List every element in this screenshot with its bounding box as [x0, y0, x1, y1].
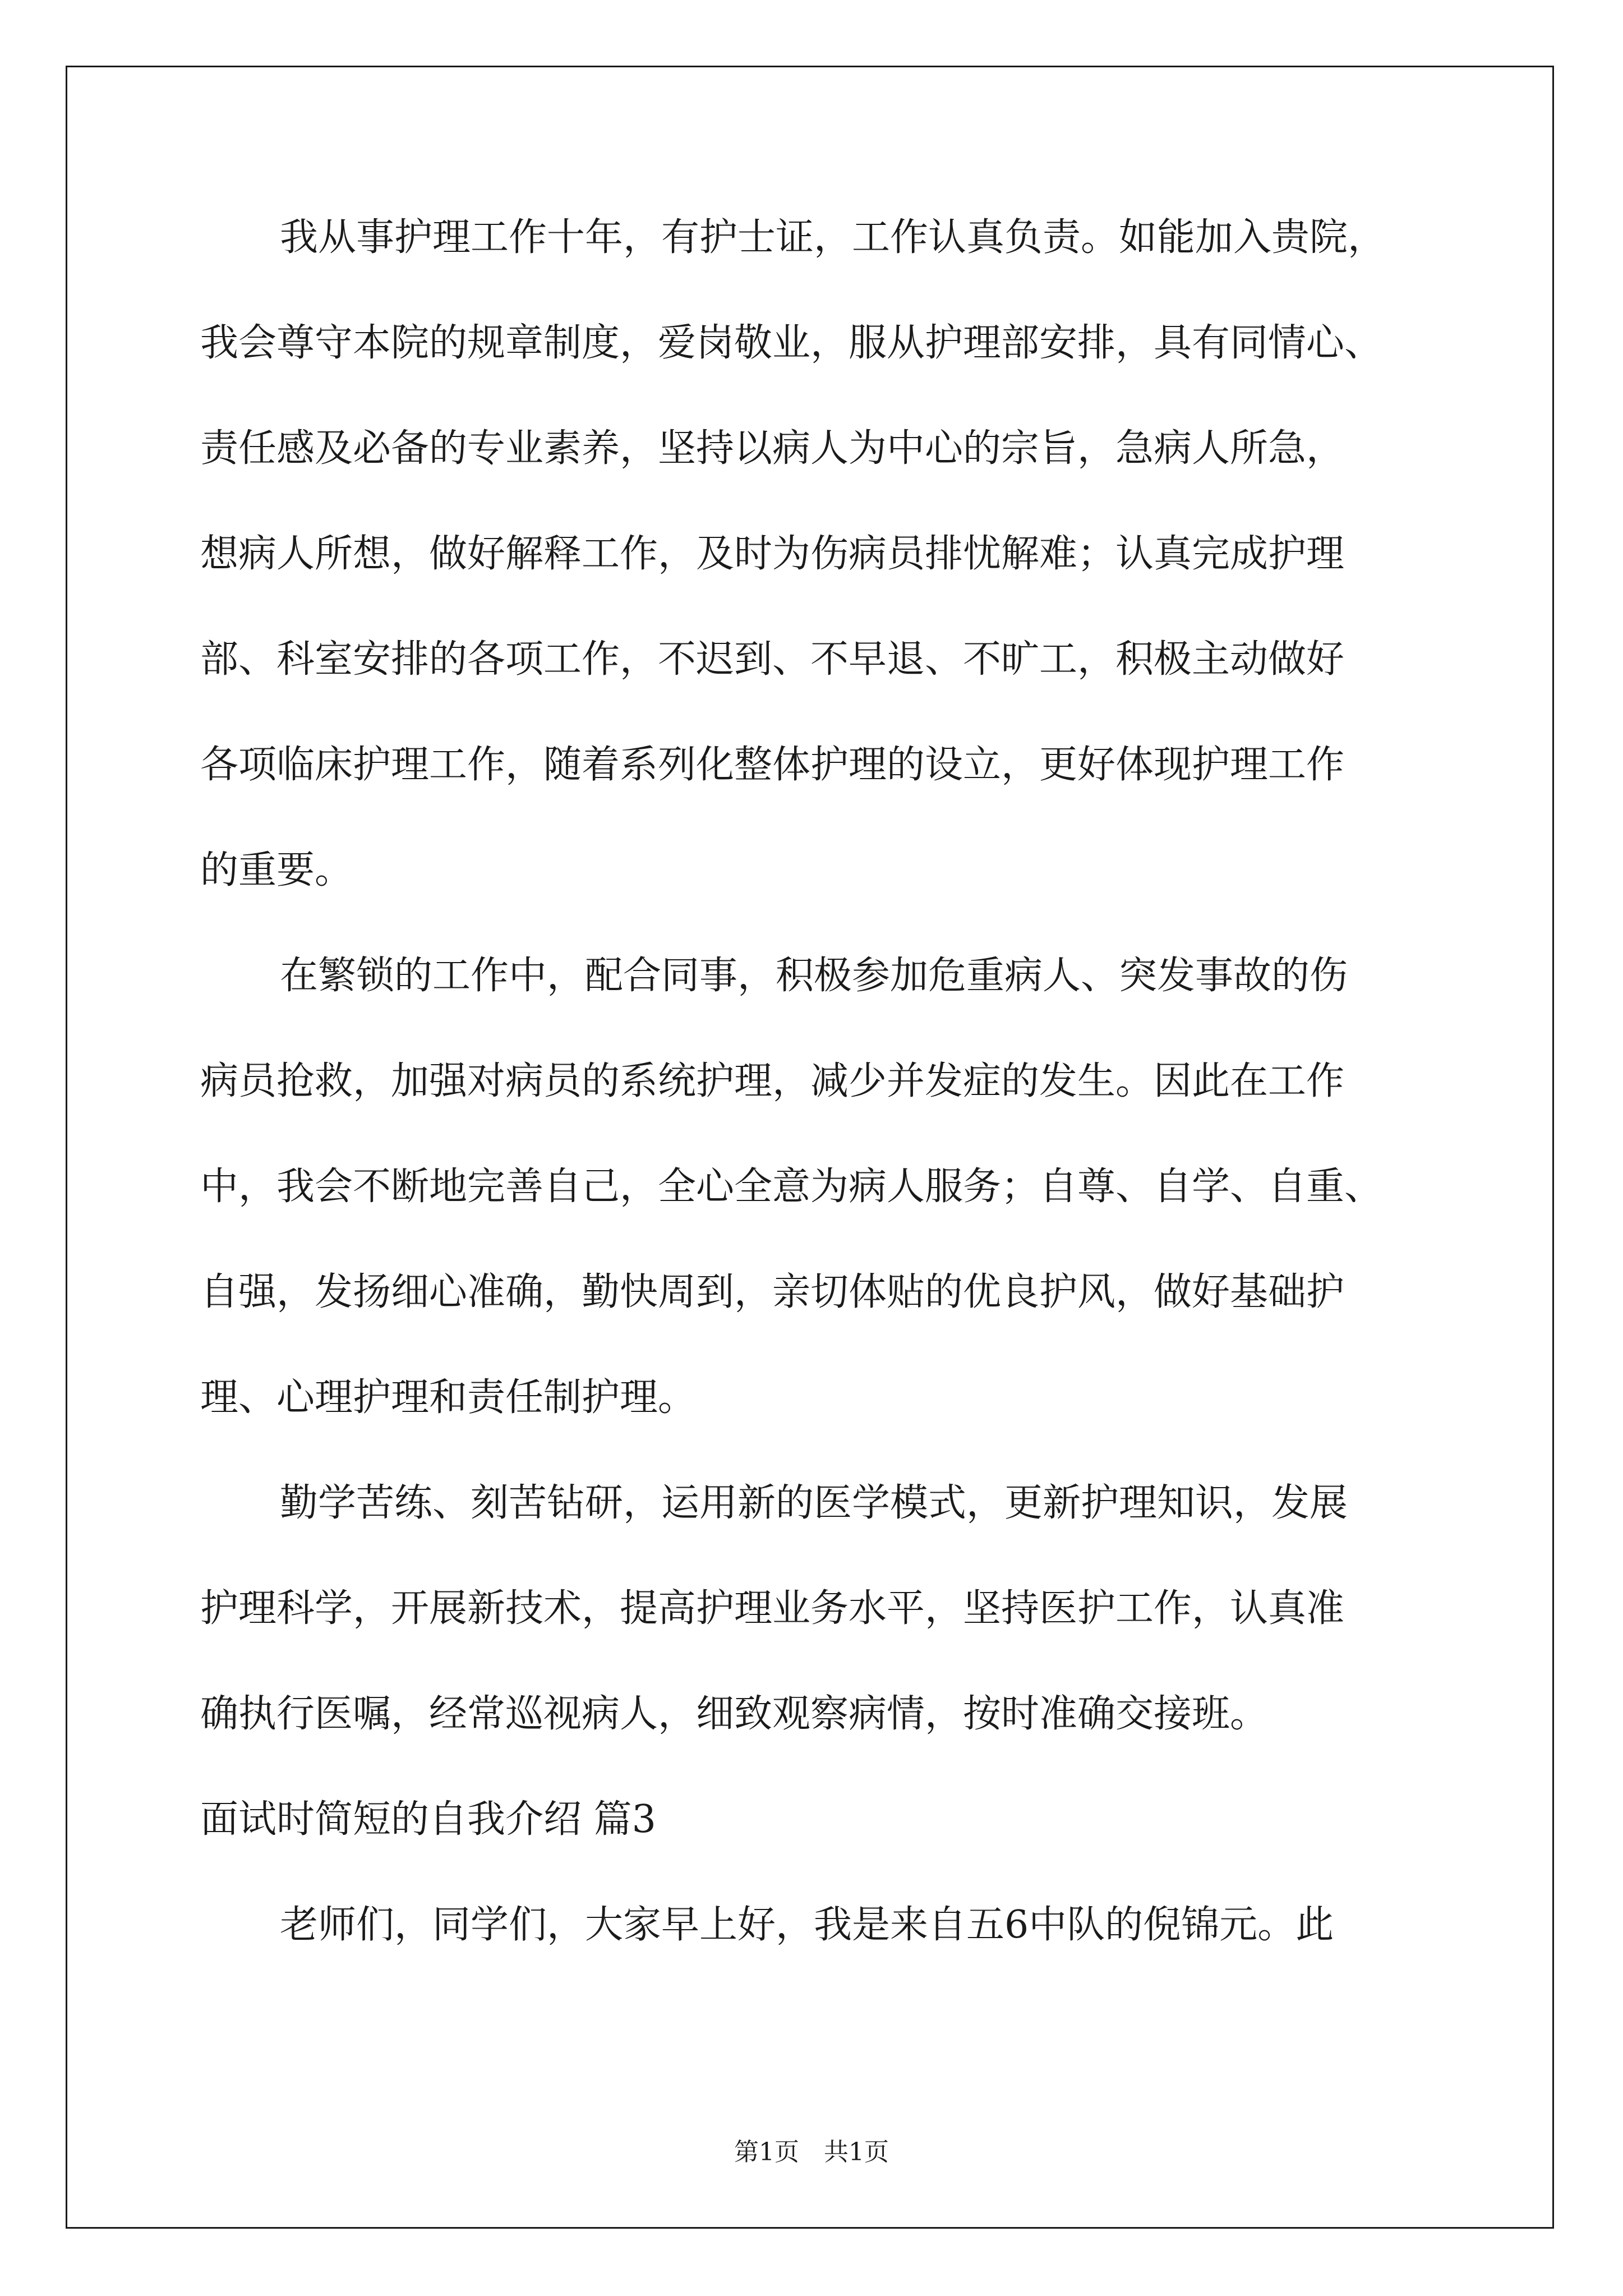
paragraph-line: 中，我会不断地完善自己，全心全意为病人服务；自尊、自学、自重、	[200, 1165, 1383, 1209]
paragraph-line: 理、心理护理和责任制护理。	[200, 1375, 697, 1420]
paragraph-line: 老师们，同学们，大家早上好，我是来自五6中队的倪锦元。此	[280, 1903, 1334, 1947]
section-heading: 面试时简短的自我介绍 篇3	[200, 1797, 656, 1842]
paragraph-line: 病员抢救，加强对病员的系统护理，减少并发症的发生。因此在工作	[200, 1059, 1345, 1103]
paragraph-line: 自强，发扬细心准确，勤快周到，亲切体贴的优良护风，做好基础护	[200, 1270, 1345, 1314]
paragraph-line: 我从事护理工作十年，有护士证，工作认真负责。如能加入贵院，	[280, 215, 1386, 260]
paragraph-line: 部、科室安排的各项工作，不迟到、不早退、不旷工，积极主动做好	[200, 637, 1345, 682]
document-body	[200, 185, 1490, 1978]
paragraph-line: 想病人所想，做好解释工作，及时为伤病员排忧解难；认真完成护理	[200, 532, 1345, 576]
paragraph-line: 责任感及必备的专业素养，坚持以病人为中心的宗旨，急病人所急，	[200, 426, 1345, 471]
paragraph-line: 在繁锁的工作中，配合同事，积极参加危重病人、突发事故的伤	[280, 954, 1348, 998]
paragraph-line: 勤学苦练、刻苦钻研，运用新的医学模式，更新护理知识，发展	[280, 1481, 1348, 1525]
page-footer: 第1页 共1页	[734, 2138, 889, 2166]
paragraph-line: 确执行医嘱，经常巡视病人，细致观察病情，按时准确交接班。	[200, 1692, 1269, 1736]
paragraph-line: 我会尊守本院的规章制度，爱岗敬业，服从护理部安排，具有同情心、	[200, 321, 1383, 365]
paragraph-line: 的重要。	[200, 848, 353, 892]
paragraph-line: 各项临床护理工作，随着系列化整体护理的设立，更好体现护理工作	[200, 743, 1345, 787]
paragraph-line: 护理科学，开展新技术，提高护理业务水平，坚持医护工作，认真准	[200, 1586, 1345, 1631]
